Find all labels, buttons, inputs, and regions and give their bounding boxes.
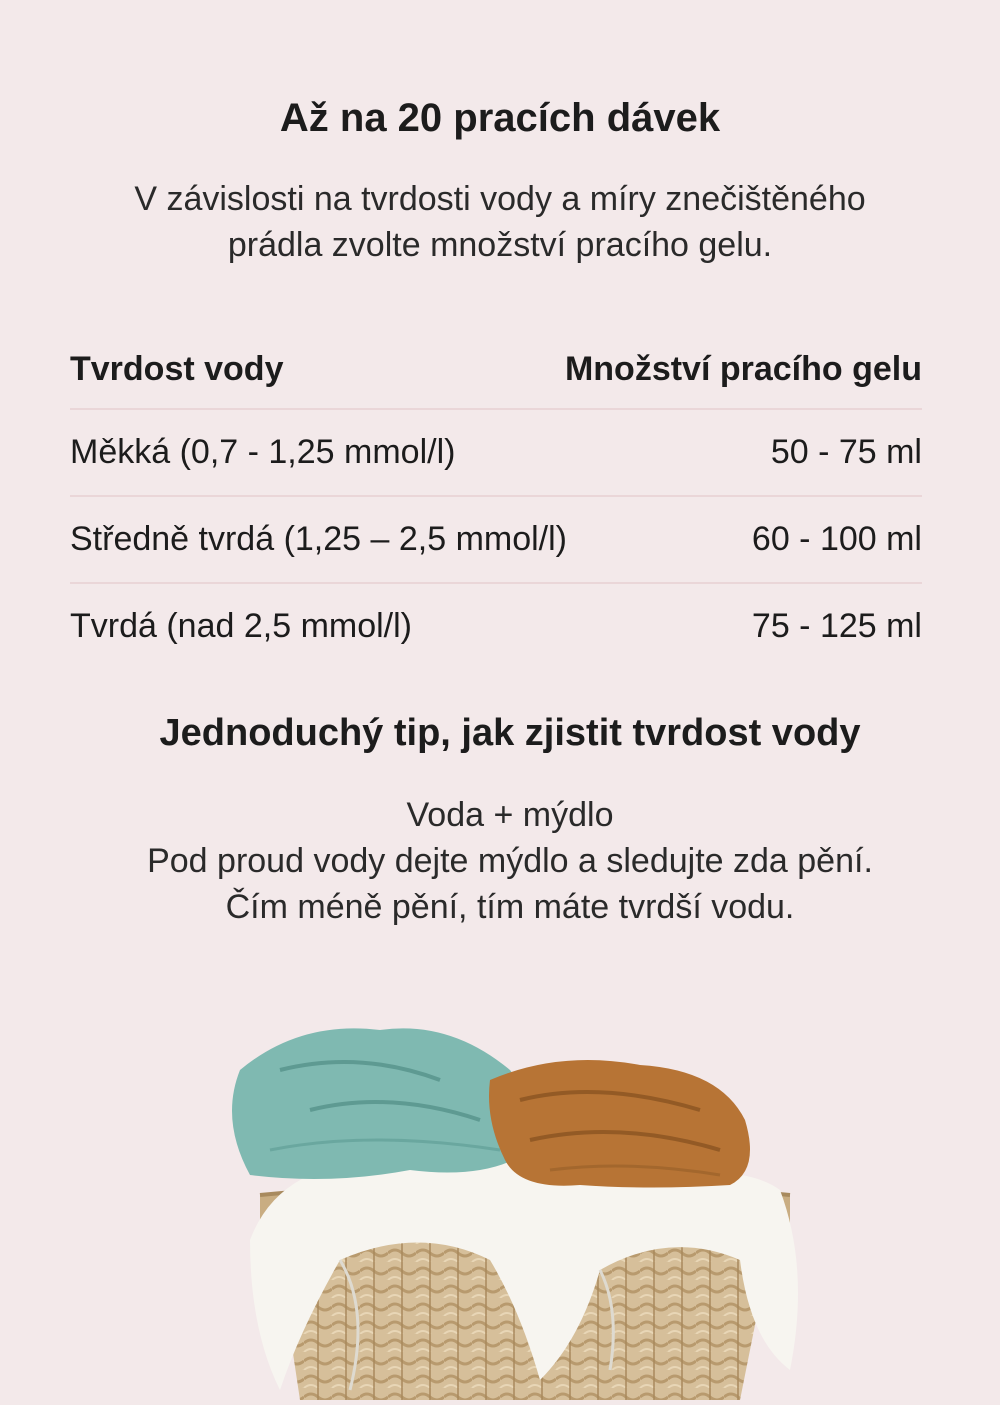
tip-title: Jednoduchý tip, jak zjistit tvrdost vody	[159, 712, 861, 754]
table-row	[70, 410, 922, 497]
intro-line-1: V závislosti na tvrdosti vody a míry znečištěného	[134, 180, 866, 218]
column-header-hardness: Tvrdost vody	[70, 349, 284, 388]
page-title: Až na 20 pracích dávek	[279, 96, 721, 140]
hardness-cell: Měkká (0,7 - 1,25 mmol/l)	[70, 433, 456, 471]
intro-line-2: prádla zvolte množství pracího gelu.	[227, 226, 773, 264]
laundry-basket-icon	[220, 1010, 820, 1400]
hardness-cell: Tvrdá (nad 2,5 mmol/l)	[70, 607, 412, 645]
amount-cell: 50 - 75 ml	[770, 433, 922, 471]
amount-cell: 60 - 100 ml	[751, 520, 922, 558]
tip-text	[60, 792, 960, 930]
dosage-table	[70, 330, 922, 669]
table-row	[70, 497, 922, 584]
table-header	[70, 330, 922, 410]
tip-line-3: Čím méně pění, tím máte tvrdší vodu.	[225, 888, 795, 926]
tip-line-2: Pod proud vody dejte mýdlo a sledujte zda pění.	[147, 842, 873, 880]
table-row	[70, 584, 922, 669]
tip-line-1: Voda + mýdlo	[406, 796, 614, 834]
hardness-cell: Středně tvrdá (1,25 – 2,5 mmol/l)	[70, 520, 568, 558]
column-header-amount: Množství pracího gelu	[564, 349, 922, 388]
amount-cell: 75 - 125 ml	[751, 607, 922, 645]
intro-text	[80, 176, 920, 268]
